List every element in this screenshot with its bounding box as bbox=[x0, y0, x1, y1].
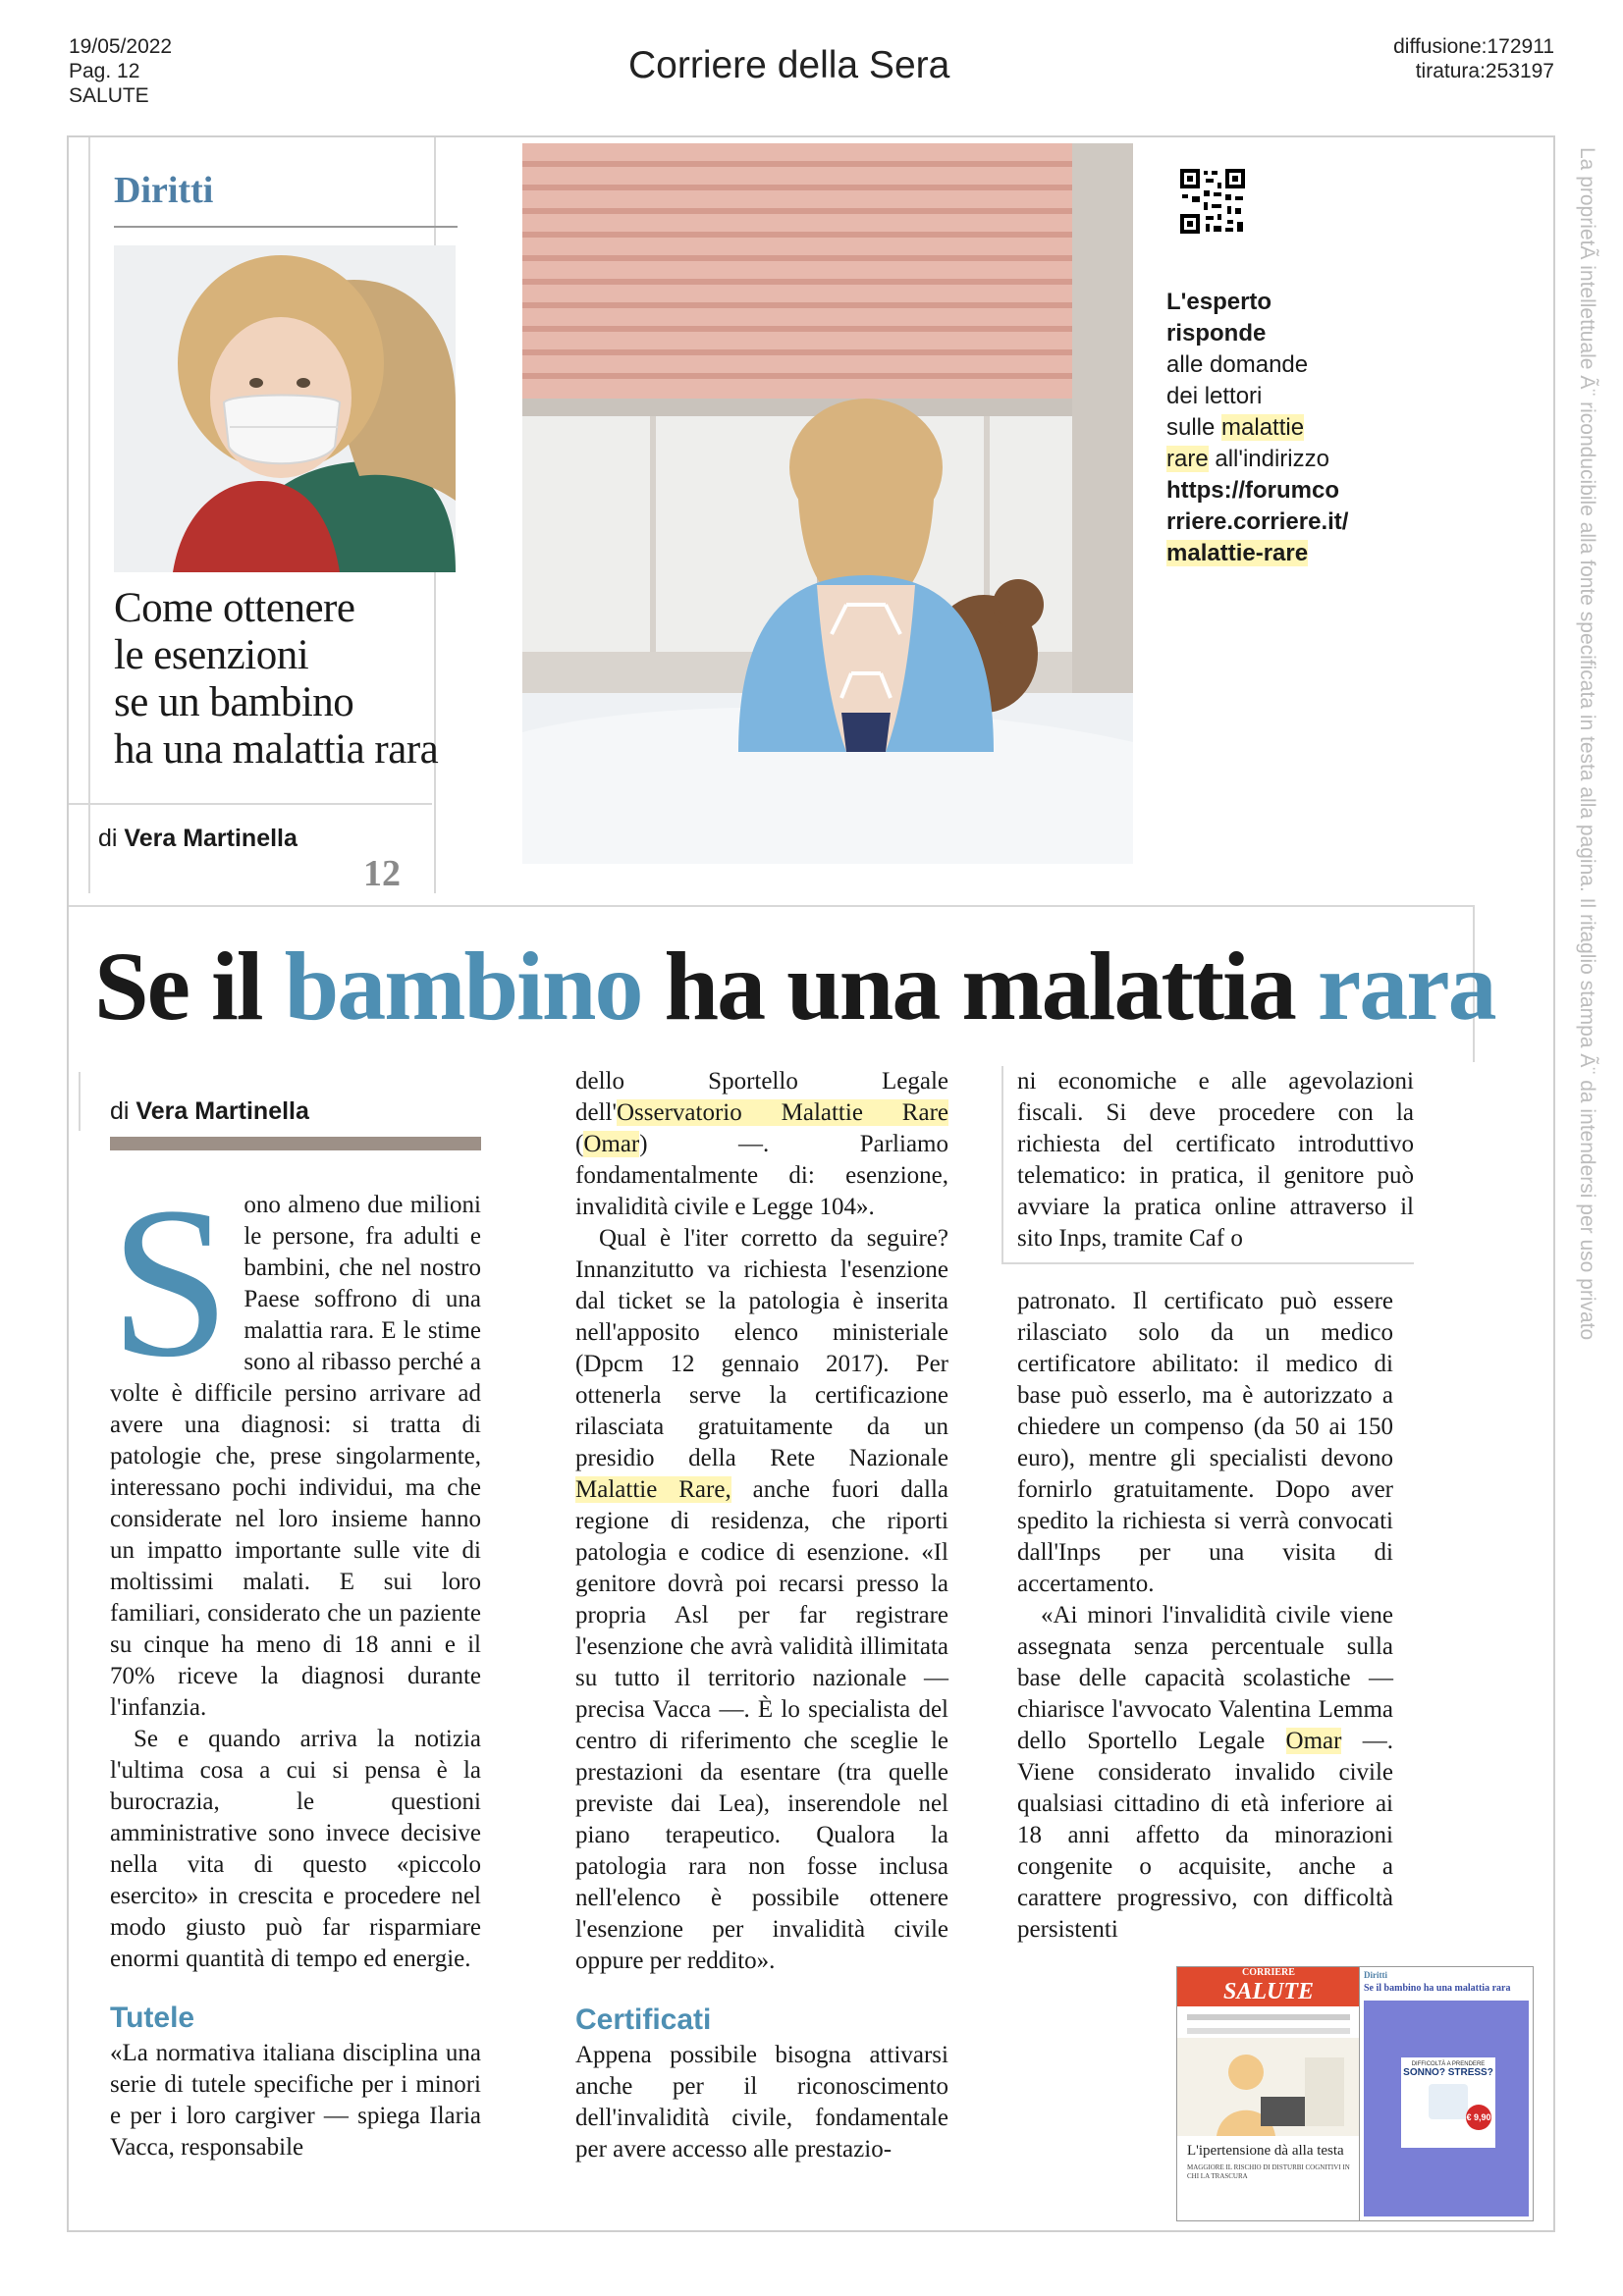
headline-text: ha una malattia bbox=[641, 932, 1318, 1041]
article-text: —. Viene considerato invalido civile qualsiasi cittadino di età inferiore ai 18 anni affetto da minorazioni congenite o acquisite, anche a carattere progressivo, con difficoltà persistenti bbox=[1017, 1728, 1394, 1943]
cover-caption: L'ipertensione dà alla testa bbox=[1187, 2143, 1344, 2159]
article-column-3b bbox=[1017, 1286, 1393, 1946]
expert-text: all'indirizzo bbox=[1208, 446, 1329, 472]
cover-masthead bbox=[1177, 1967, 1360, 2006]
expert-url-line[interactable]: rriere.corriere.it/ bbox=[1166, 508, 1349, 535]
article-column-3a bbox=[1017, 1066, 1414, 1255]
headline-accent: rara bbox=[1317, 932, 1495, 1041]
header-tiratura: tiratura:253197 bbox=[1415, 60, 1554, 82]
promo-page-number: 12 bbox=[363, 853, 401, 894]
article-text: Qual è l'iter corretto da seguire? Innanzitutto va richiesta l'esenzione dal ticket se la patologia è inserita nell'apposito elenco ministeriale (Dpcm 12 gennaio 2017). Per ottenerla serve la certificazione rilasciata gratuitamente da un presidio della Rete Nazionale bbox=[575, 1225, 948, 1471]
article-paragraph: ni economiche e alle agevolazioni fiscali. Si deve procedere con la richiesta del certificato introduttivo telematico: in pratica, il genitore può avviare la pratica online attraverso il sito Inps, tramite Caf o bbox=[1017, 1068, 1414, 1252]
byline-prefix: di bbox=[110, 1097, 130, 1125]
article-text: anche fuori dalla regione di residenza, che riporti patologia e codice di esenzione. «Il genitore dovrà poi recarsi presso la propria Asl per far registrare l'esenzione che avrà validità illimitata su tutto il territorio nazionale — precisa Vacca —. È lo specialista del centro di riferimento che sceglie le prestazioni da esentare (tra quelle previste dai Lea), inserendole nel piano terapeutico. Qualora la patologia rara non fosse inclusa nell'elenco è possibile ottenere l'esenzione per invalidità civile oppure per reddito». bbox=[575, 1476, 949, 1974]
expert-url-line[interactable] bbox=[1166, 538, 1382, 569]
expert-box bbox=[1166, 287, 1382, 569]
article-byline bbox=[110, 1097, 309, 1126]
expert-text: sulle bbox=[1166, 414, 1222, 441]
article-highlight: Omar bbox=[1285, 1728, 1342, 1754]
column-break-rule bbox=[1001, 1262, 1414, 1264]
header-meta-right bbox=[1393, 34, 1554, 83]
ad-price-badge: € 9,90 bbox=[1466, 2105, 1491, 2130]
expert-url-line[interactable]: https://forumco bbox=[1166, 477, 1339, 504]
subhead-certificati: Certificati bbox=[575, 2003, 712, 2036]
promo-title-line: se un bambino bbox=[114, 679, 354, 725]
article-column-1 bbox=[110, 1162, 481, 2163]
promo-byline-prefix: di bbox=[98, 825, 118, 852]
header-diffusione: diffusione:172911 bbox=[1393, 35, 1554, 58]
copyright-watermark: La proprietÃ intellettuale Ã¨ riconducibile alla fonte specificata in testa alla pagina. Il ritaglio stampa Ã¨ da intendersi per uso privato bbox=[1576, 147, 1598, 1341]
inner-label: Diritti bbox=[1364, 1970, 1387, 1980]
article-highlight: Omar bbox=[583, 1131, 640, 1157]
article-paragraph bbox=[575, 1066, 948, 1223]
header-section: SALUTE bbox=[69, 84, 149, 107]
headline-accent: bambino bbox=[284, 932, 642, 1041]
byline-bar bbox=[110, 1137, 481, 1150]
cover-subcaption: MAGGIORE IL RISCHIO DI DISTURBI COGNITIVI IN CHI LA TRASCURA bbox=[1187, 2163, 1350, 2180]
inner-ad-box bbox=[1401, 2057, 1495, 2148]
header-date: 19/05/2022 bbox=[69, 35, 173, 58]
expert-line: risponde bbox=[1166, 320, 1267, 347]
cover-masthead-small: CORRIERE bbox=[1242, 1967, 1295, 1978]
header-meta-left bbox=[69, 34, 172, 108]
promo-section-label: Diritti bbox=[114, 170, 214, 211]
expert-highlight: rare bbox=[1166, 446, 1209, 472]
cover-thumbnail[interactable] bbox=[1176, 1966, 1361, 2221]
article-highlight: Osservatorio Malattie Rare bbox=[617, 1099, 948, 1126]
article-paragraph: Appena possibile bisogna attivarsi anche per il riconoscimento dell'invalidità civile, fondamentale per avere accesso alle prestazio- bbox=[575, 2042, 948, 2163]
article-text: ) —. Parliamo fondamentalmente di: esenzione, invalidità civile e Legge 104». bbox=[575, 1131, 948, 1220]
expert-line: L'esperto bbox=[1166, 289, 1272, 315]
article-paragraph: patronato. Il certificato può essere rilasciato solo da un medico certificatore abilitato: il medico di base può esserlo, ma è autorizzato a chiedere un compenso (da 50 ai 150 euro), mentre gli specialisti devono fornirlo gratuitamente. Dopo aver spedito la richiesta si verrà convocati dall'Inps per una visita di accertamento. bbox=[1017, 1288, 1393, 1597]
drop-cap: S bbox=[110, 1162, 231, 1402]
article-text: ( bbox=[575, 1131, 584, 1157]
ad-text: DIFFICOLTÀ A PRENDERE bbox=[1411, 2061, 1486, 2067]
cover-line bbox=[1187, 2028, 1350, 2034]
cover-line bbox=[1187, 2014, 1350, 2020]
promo-title bbox=[114, 585, 448, 774]
promo-divider bbox=[114, 226, 458, 228]
article-column-2 bbox=[575, 1066, 948, 2165]
article-headline bbox=[94, 933, 1495, 1041]
promo-byline bbox=[98, 825, 298, 853]
header-page: Pag. 12 bbox=[69, 60, 140, 82]
headline-rule-top bbox=[69, 905, 1475, 907]
ad-text: SONNO? STRESS? bbox=[1403, 2067, 1493, 2078]
byline-rule-left bbox=[79, 1072, 81, 1131]
promo-title-line: le esenzioni bbox=[114, 632, 309, 678]
cover-masthead-title: SALUTE bbox=[1222, 1979, 1314, 2004]
article-paragraph: «La normativa italiana disciplina una serie di tutele specifiche per i minori e per i loro cargiver — spiega Ilaria Vacca, responsabile bbox=[110, 2040, 481, 2161]
promo-byline-author: Vera Martinella bbox=[124, 825, 298, 852]
child-mask-illustration bbox=[114, 245, 456, 572]
qr-code-icon[interactable] bbox=[1178, 167, 1247, 236]
article-paragraph bbox=[575, 1223, 948, 1977]
expert-line: alle domande bbox=[1166, 351, 1309, 378]
article-highlight: Malattie Rare, bbox=[575, 1476, 731, 1503]
expert-highlight: malattie bbox=[1221, 414, 1305, 441]
main-photo bbox=[522, 143, 1133, 864]
inner-page-thumbnail[interactable] bbox=[1359, 1966, 1534, 2221]
expert-line: dei lettori bbox=[1166, 383, 1263, 409]
child-hospital-illustration bbox=[522, 143, 1133, 864]
promo-title-line: Come ottenere bbox=[114, 585, 355, 631]
expert-url-highlight: malattie-rare bbox=[1166, 540, 1309, 566]
article-text: dello Sportello Legale dell' bbox=[575, 1068, 948, 1126]
promo-byline-rule bbox=[69, 803, 432, 805]
expert-line bbox=[1166, 412, 1382, 444]
newspaper-name: Corriere della Sera bbox=[628, 44, 950, 86]
promo-title-line: ha una malattia rara bbox=[114, 726, 439, 773]
article-paragraph: Se e quando arriva la notizia l'ultima cosa a cui si pensa è la burocrazia, le questioni amministrative sono invece decisive nella vita di questo «piccolo esercito» in crescita e procedere nel modo giusto può far risparmiare enormi quantità di tempo ed energie. bbox=[110, 1726, 481, 1972]
inner-headline: Se il bambino ha una malattia rara bbox=[1364, 1983, 1511, 1994]
headline-text: Se il bbox=[94, 932, 285, 1041]
article-paragraph bbox=[1017, 1600, 1393, 1946]
article-paragraph: ono almeno due milioni le persone, fra adulti e bambini, che nel nostro Paese soffrono di una malattia rara. E le stime sono al ribasso perché a volte è difficile persino arrivare ad avere una diagnosi: si tratta di patologie che, prese singolarmente, interessano pochi individui, ma che considerate nel loro insieme hanno un impatto importante sulle vite di moltissimi malati. E sui loro familiari, considerato che un paziente su cinque ha meno di 18 anni e il 70% riceve la diagnosi durante l'infanzia. bbox=[110, 1192, 481, 1721]
article-text: «Ai minori l'invalidità civile viene assegnata senza percentuale sulla base delle capacità scolastiche — chiarisce l'avvocato Valentina Lemma dello Sportello Legale bbox=[1017, 1602, 1393, 1754]
subhead-tutele: Tutele bbox=[110, 2002, 195, 2034]
cover-illustration bbox=[1177, 2038, 1360, 2136]
promo-photo bbox=[114, 245, 456, 572]
expert-line bbox=[1166, 444, 1382, 475]
ad-product-icon bbox=[1429, 2084, 1468, 2119]
column-rule bbox=[1001, 1066, 1003, 1262]
byline-author: Vera Martinella bbox=[135, 1097, 309, 1125]
